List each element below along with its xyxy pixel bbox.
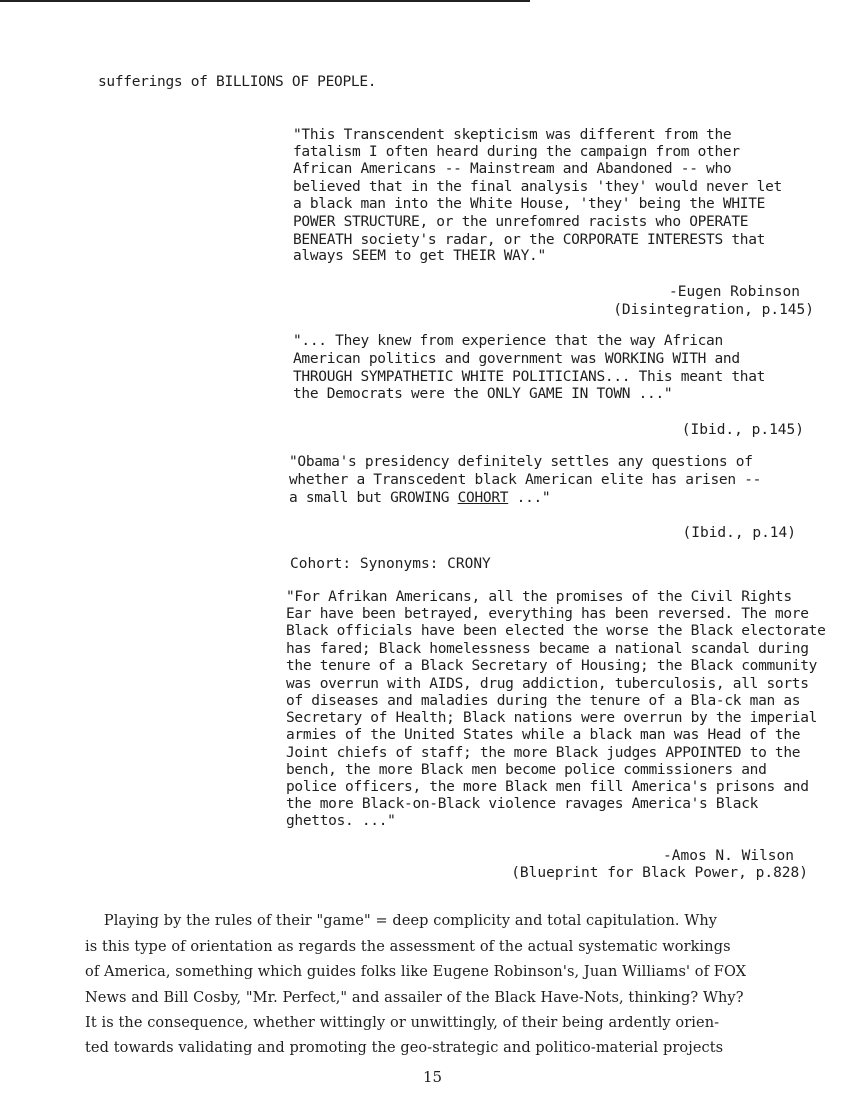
quote-text: ..." — [508, 490, 551, 506]
scan-top-edge — [0, 0, 530, 2]
quote-source: (Blueprint for Black Power, p.828) — [511, 865, 808, 881]
body-line: Playing by the rules of their "game" = deep complicity and total capitulation. Why — [85, 913, 718, 929]
quote-author: -Eugen Robinson — [669, 284, 800, 300]
quote-line: police officers, the more Black men fill America's prisons and — [286, 779, 809, 795]
quote-line: the Democrats were the ONLY GAME IN TOWN ..." — [293, 386, 673, 402]
quote-source: (Ibid., p.14) — [682, 525, 796, 541]
body-line: of America, something which guides folks like Eugene Robinson's, Juan Williams' of FOX — [85, 964, 747, 980]
quote-line: "For Afrikan Americans, all the promises of the Civil Rights — [286, 589, 792, 605]
page-number: 15 — [423, 1068, 443, 1086]
quote-line: "This Transcendent skepticism was different from the — [293, 127, 732, 143]
body-line: ted towards validating and promoting the geo-strategic and politico-material projects — [85, 1040, 724, 1056]
quote-line: African Americans -- Mainstream and Abandoned -- who — [293, 161, 732, 177]
quote-line: bench, the more Black men become police commissioners and — [286, 762, 767, 778]
quote-line: POWER STRUCTURE, or the unrefomred racists who OPERATE — [293, 214, 749, 230]
underlined-word: COHORT — [457, 490, 509, 506]
quote-line: whether a Transcedent black American elite has arisen -- — [289, 472, 762, 488]
quote-source: (Ibid., p.145) — [681, 422, 804, 438]
quote-line: Joint chiefs of staff; the more Black judges APPOINTED to the — [286, 745, 801, 761]
quote-line: ghettos. ..." — [286, 813, 396, 829]
cohort-definition: Cohort: Synonyms: CRONY — [290, 556, 491, 572]
body-line: It is the consequence, whether wittingly or unwittingly, of their being ardently orien- — [85, 1015, 720, 1031]
intro-line: sufferings of BILLIONS OF PEOPLE. — [98, 74, 377, 90]
quote-author: -Amos N. Wilson — [663, 848, 794, 864]
body-line: News and Bill Cosby, "Mr. Perfect," and assailer of the Black Have-Nots, thinking? Why? — [85, 990, 744, 1006]
body-line: is this type of orientation as regards the assessment of the actual systematic workings — [85, 939, 731, 955]
quote-source: (Disintegration, p.145) — [613, 302, 814, 318]
quote-line: the more Black-on-Black violence ravages America's Black — [286, 796, 759, 812]
quote-line — [289, 490, 550, 507]
quote-line: THROUGH SYMPATHETIC WHITE POLITICIANS... This meant that — [293, 369, 766, 385]
quote-line: the tenure of a Black Secretary of Housing; the Black community — [286, 658, 818, 674]
quote-line: believed that in the final analysis 'they' would never let — [293, 179, 782, 195]
quote-line: of diseases and maladies during the tenure of a Bla-ck man as — [286, 693, 801, 709]
quote-line: Secretary of Health; Black nations were overrun by the imperial — [286, 710, 818, 726]
quote-line: American politics and government was WORKING WITH and — [293, 351, 740, 367]
quote-line: "Obama's presidency definitely settles any questions of — [289, 454, 753, 470]
quote-text: a small but GROWING — [289, 490, 458, 506]
quote-line: has fared; Black homelessness became a national scandal during — [286, 641, 809, 657]
quote-line: BENEATH society's radar, or the CORPORATE INTERESTS that — [293, 232, 766, 248]
quote-line: was overrun with AIDS, drug addiction, tuberculosis, all sorts — [286, 676, 809, 692]
quote-line: "... They knew from experience that the way African — [293, 333, 723, 349]
quote-line: fatalism I often heard during the campaign from other — [293, 144, 740, 160]
quote-line: always SEEM to get THEIR WAY." — [293, 248, 546, 264]
quote-line: armies of the United States while a black man was Head of the — [286, 727, 801, 743]
quote-line: Black officials have been elected the worse the Black electorate — [286, 623, 826, 639]
quote-line: a black man into the White House, 'they' being the WHITE — [293, 196, 766, 212]
quote-line: Ear have been betrayed, everything has been reversed. The more — [286, 606, 809, 622]
